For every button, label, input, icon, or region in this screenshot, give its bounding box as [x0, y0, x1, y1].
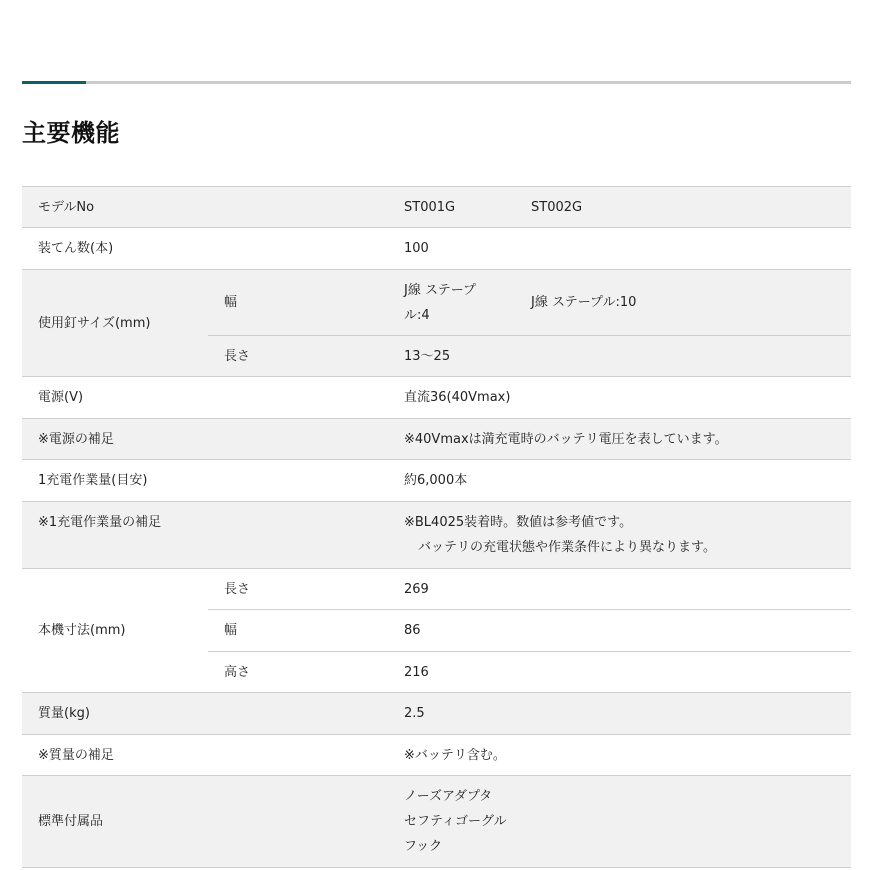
row-value: 直流36(40Vmax) — [388, 377, 851, 419]
row-label: ※1充電作業量の補足 — [22, 502, 388, 569]
row-value: ※バッテリ含む。 — [388, 735, 851, 776]
row-label: 1充電作業量(目安) — [22, 460, 388, 502]
value-line: J線 ステープ — [404, 282, 477, 298]
table-row-power — [22, 377, 851, 419]
row-value-nail-width-1 — [388, 270, 515, 336]
row-value — [388, 502, 851, 569]
sub-label: 長さ — [208, 569, 388, 610]
table-row-mass — [22, 693, 851, 735]
sub-label: 高さ — [208, 652, 388, 693]
table-row-capacity — [22, 228, 851, 270]
row-value: 269 — [388, 569, 851, 610]
table-row-mass-note — [22, 735, 851, 776]
value-line: ル:4 — [404, 307, 430, 323]
table-row-model — [22, 187, 851, 228]
row-value: 100 — [388, 228, 851, 270]
section-divider — [22, 81, 851, 84]
accessory-item: フック — [404, 839, 443, 854]
accessory-item: ノーズアダプタ — [404, 789, 493, 804]
table-row-dim-length — [22, 569, 851, 610]
row-value: 約6,000本 — [388, 460, 851, 502]
row-value: 216 — [388, 652, 851, 693]
row-value: 13〜25 — [388, 336, 851, 377]
table-row-nail-width — [22, 270, 851, 336]
row-value: 86 — [388, 610, 851, 652]
row-label: ※質量の補足 — [22, 735, 388, 776]
sub-label: 幅 — [208, 270, 388, 336]
table-row-work-per-charge — [22, 460, 851, 502]
sub-label: 長さ — [208, 336, 388, 377]
row-label: 装てん数(本) — [22, 228, 388, 270]
accessory-item: セフティゴーグル — [404, 814, 507, 829]
row-label: 使用釘サイズ(mm) — [22, 270, 208, 377]
row-value-model-1: ST001G — [388, 187, 515, 228]
sub-label: 幅 — [208, 610, 388, 652]
section-divider-accent — [22, 81, 86, 84]
value-line: バッテリの充電状態や作業条件により異なります。 — [418, 540, 716, 555]
spec-table — [22, 186, 851, 868]
row-value-nail-width-2: J線 ステープル:10 — [515, 270, 851, 336]
row-value: ※40Vmaxは満充電時のバッテリ電圧を表しています。 — [388, 419, 851, 460]
table-row-power-note — [22, 419, 851, 460]
value-line: ※BL4025装着時。数値は参考値です。 — [404, 515, 633, 530]
row-label: ※電源の補足 — [22, 419, 388, 460]
row-label: 標準付属品 — [22, 776, 388, 868]
row-label: モデルNo — [22, 187, 388, 228]
page-title: 主要機能 — [22, 119, 120, 147]
row-value: 2.5 — [388, 693, 851, 735]
row-label: 電源(V) — [22, 377, 388, 419]
table-row-accessories — [22, 776, 851, 868]
row-label: 本機寸法(mm) — [22, 569, 208, 693]
table-row-work-note — [22, 502, 851, 569]
row-value-model-2: ST002G — [515, 187, 851, 228]
row-label: 質量(kg) — [22, 693, 388, 735]
row-value — [388, 776, 851, 868]
